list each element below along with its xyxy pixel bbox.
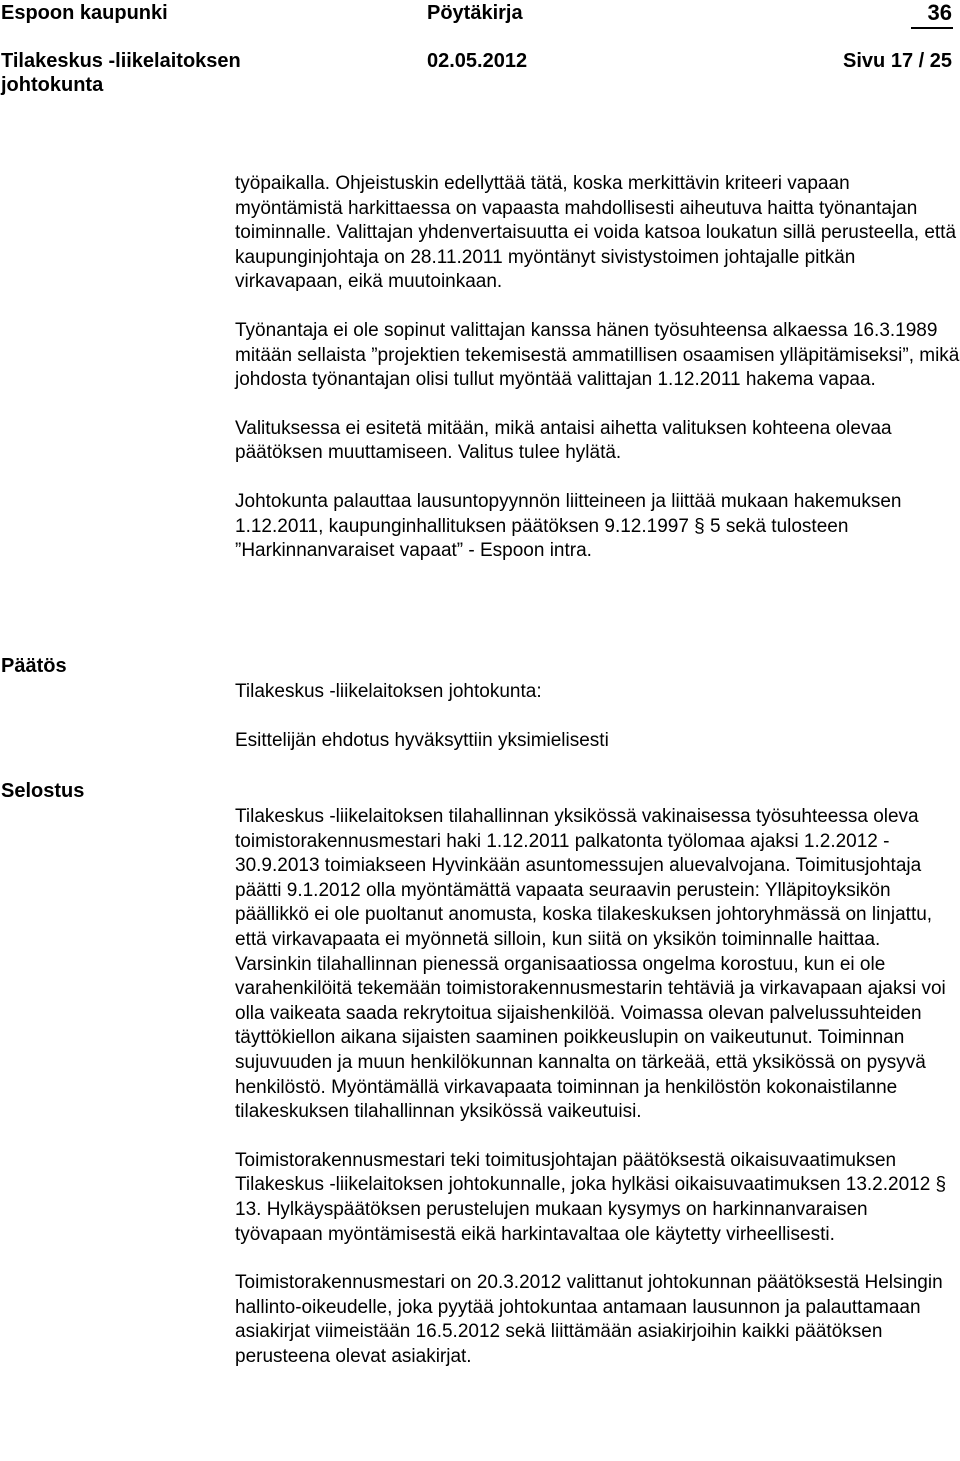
paragraph: Esittelijän ehdotus hyväksyttiin yksimielisesti <box>235 729 609 751</box>
header-page-info: Sivu 17 / 25 <box>843 50 952 72</box>
paragraph: Työnantaja ei ole sopinut valittajan kanssa hänen työsuhteensa alkaessa 16.3.1989 mitään sellaista ”projektien tekemisestä ammatillisen osaamisen ylläpitämiseksi”, mikä johdosta työnantajan olisi tullut myöntää valittajan 1.12.2011 hakema vapaa. <box>235 319 960 391</box>
header-doc-type: Pöytäkirja <box>427 2 523 24</box>
header-meeting-number: 36 <box>927 0 952 25</box>
header-organization: Espoon kaupunki <box>1 2 168 24</box>
header-number-underline <box>911 27 953 29</box>
paragraph: Tilakeskus -liikelaitoksen tilahallinnan yksikössä vakinaisessa työsuhteessa oleva toimistorakennusmestari haki 1.12.2011 palkatonta työlomaa ajaksi 1.2.2012 - 30.9.2013 toimiakseen Hyvinkään asuntomessujen aluevalvojana. Toimitusjohtaja päätti 9.1.2012 olla myöntämättä vapaata seuraavin perustein: Ylläpitoyksikön päällikkö ei ole puoltanut anomusta, koska tilakeskuksen johtoryhmässä on linjattu, että virkavapaata ei myönnetä silloin, kun siitä on yksikön toiminnalle haittaa. Varsinkin tilahallinnan pienessä organisaatiossa ongelma korostuu, kun ei ole varahenkilöitä tekemään toimistorakennusmestarin tehtäviä ja virkavapaan ajaksi voi olla vaikeata saada rekrytoitua sijaishenkilöä. Voimassa olevan palvelussuhteiden täyttökiellon aikana sijaisten saaminen poikkeuslupin on vaikeutunut. Toiminnan sujuvuuden ja muun henkilökunnan kannalta on tärkeää, että yksikössä on pysyvä henkilöstö. Myöntämällä virkavapaata toiminnan ja henkilöstön kokonaistilanne tilakeskuksen tilahallinnan yksikössä vaikeutuisi. <box>235 806 946 1123</box>
paragraph: Tilakeskus -liikelaitoksen johtokunta: <box>235 681 542 702</box>
paragraph: Johtokunta palauttaa lausuntopyynnön liitteineen ja liittää mukaan hakemuksen 1.12.2011, kaupunginhallituksen päätöksen 9.12.1997 § 5 sekä tulosteen ”Harkinnanvaraiset vapaat” - Espoon intra. <box>235 490 902 562</box>
header-body-name: Tilakeskus -liikelaitoksen johtokunta <box>1 50 241 96</box>
paragraph: Toimistorakennusmestari on 20.3.2012 valittanut johtokunnan päätöksestä Helsingin hallinto-oikeudelle, joka pyytää johtokuntaa antamaan lausunnon ja palauttamaan asiakirjat viimeistään 16.5.2012 sekä liittämään asiakirjoihin kaikki päätöksen perusteena olevat asiakirjat. <box>235 1272 943 1367</box>
section-label-report: Selostus <box>1 780 85 802</box>
paragraph: Valituksessa ei esitetä mitään, mikä antaisi aihetta valituksen kohteena olevaa päätöksen muuttamiseen. Valitus tulee hylätä. <box>235 417 892 464</box>
decision-text <box>235 680 960 777</box>
section-label-decision: Päätös <box>1 655 67 677</box>
paragraph: työpaikalla. Ohjeistuskin edellyttää tätä, koska merkittävin kriteeri vapaan myöntämistä harkittaessa on vapaasta mahdollisesti aiheutuva haitta työnantajan toiminnalle. Valittajan yhdenvertaisuutta ei voida katsoa loukatun sillä perusteella, että kaupunginjohtaja on 28.11.2011 myöntänyt sivistystoimen johtajalle pitkän virkavapaan, eikä muutoinkaan. <box>235 173 957 293</box>
intro-text <box>235 172 960 588</box>
header-date: 02.05.2012 <box>427 50 528 72</box>
paragraph: Toimistorakennusmestari teki toimitusjohtajan päätöksestä oikaisuvaatimuksen Tilakeskus -liikelaitoksen johtokunnalle, joka hylkäsi oikaisuvaatimuksen 13.2.2012 § 13. Hylkäyspäätöksen perustelujen mukaan kysymys on harkinnanvaraisen työvapaan myöntämisestä eikä harkintavaltaa ole käytetty virheellisesti. <box>235 1149 947 1245</box>
report-text <box>235 805 960 1393</box>
